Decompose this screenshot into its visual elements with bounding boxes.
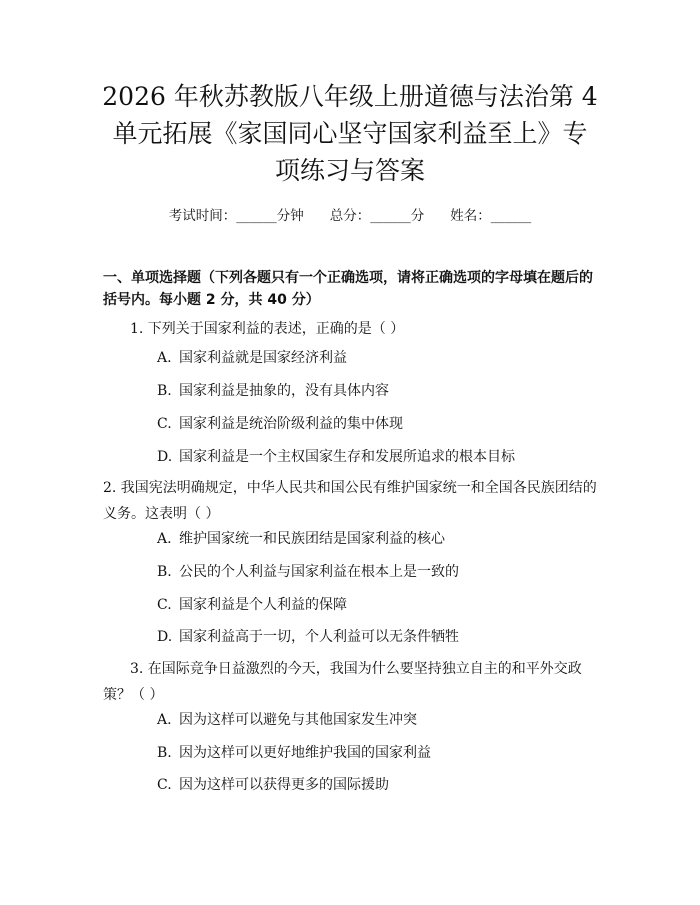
question-1-stem: 1. 下列关于国家利益的表述，正确的是（ ）: [130, 321, 405, 337]
question-2-stem: 2. 我国宪法明确规定，中华人民共和国公民有维护国家统一和全国各民族团结的义务。这表明（ ）: [103, 480, 597, 522]
exam-time: 考试时间：______分钟: [168, 208, 304, 224]
question-3-option-a: A. 因为这样可以避免与其他国家发生冲突: [157, 712, 417, 728]
question-1-option-c: C. 国家利益是统治阶级利益的集中体现: [157, 416, 403, 432]
section-heading: 一、单项选择题（下列各题只有一个正确选项，请将正确选项的字母填在题后的括号内。每小题 2 分，共 40 分）: [103, 270, 593, 308]
student-name: 姓名：______: [450, 208, 532, 224]
question-1-option-d: D. 国家利益是一个主权国家生存和发展所追求的根本目标: [157, 449, 515, 465]
question-2-option-c: C. 国家利益是个人利益的保障: [157, 597, 347, 613]
question-2-option-a: A. 维护国家统一和民族团结是国家利益的核心: [157, 531, 445, 547]
title-line-1: 2026 年秋苏教版八年级上册道德与法治第 4: [102, 82, 598, 111]
question-2-option-b: B. 公民的个人利益与国家利益在根本上是一致的: [157, 564, 459, 580]
question-1-option-a: A. 国家利益就是国家经济利益: [157, 350, 347, 366]
title-line-2: 单元拓展《家国同心坚守国家利益至上》专: [112, 119, 588, 148]
question-3-option-c: C. 因为这样可以获得更多的国际援助: [157, 777, 389, 793]
question-3-option-b: B. 因为这样可以更好地维护我国的国家利益: [157, 745, 431, 761]
question-1-option-b: B. 国家利益是抽象的，没有具体内容: [157, 383, 389, 399]
question-2-option-d: D. 国家利益高于一切，个人利益可以无条件牺牲: [157, 629, 459, 645]
total-score: 总分：______分: [329, 208, 425, 224]
exam-meta: [0, 206, 700, 226]
question-3-stem: 3. 在国际竞争日益激烈的今天，我国为什么要坚持独立自主的和平外交政策？（ ）: [103, 661, 582, 703]
title-line-3: 项练习与答案: [274, 156, 425, 185]
document-title: [70, 78, 630, 189]
